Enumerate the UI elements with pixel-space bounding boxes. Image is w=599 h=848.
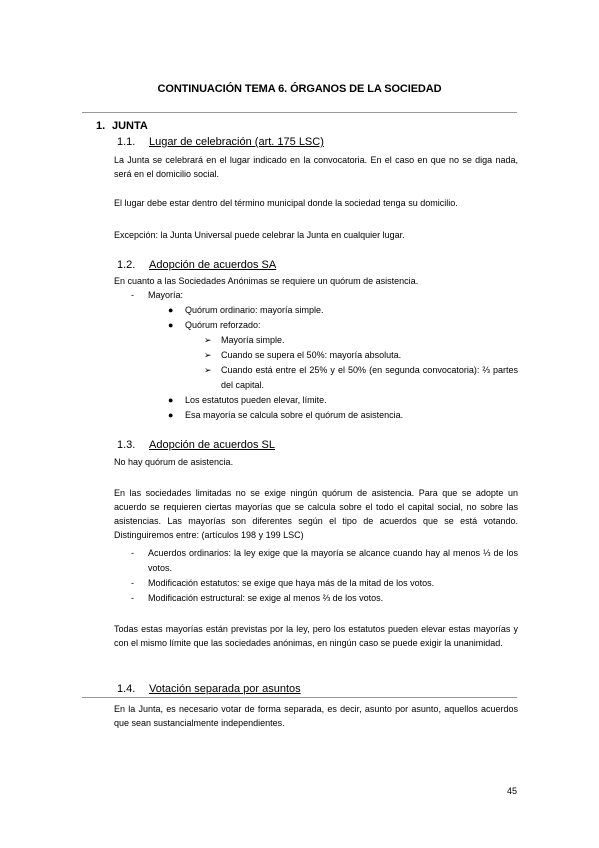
- arrow-marker: ➢: [204, 365, 212, 375]
- subsection-title: Adopción de acuerdos SA: [149, 259, 277, 271]
- subsection-heading-1-2: [117, 259, 276, 271]
- list-item-segunda-convocatoria: Cuando está entre el 25% y el 50% (en segunda convocatoria): ⅔ partes del capital.: [221, 365, 518, 390]
- document-title: CONTINUACIÓN TEMA 6. ÓRGANOS DE LA SOCIEDAD: [157, 83, 442, 95]
- bullet-marker: ●: [168, 305, 174, 315]
- subsection-title: Votación separada por asuntos: [149, 683, 301, 695]
- paragraph-sl-2: En las sociedades limitadas no se exige ningún quórum de asistencia. Para que se adopte un acuerdo se requieren ciertas mayorías que se calcula sobre el todo el capital social, no sobre las asistencias. Las mayorías son diferentes según el tipo de acuerdos que se está votando. Distinguiremos entre: (artículos 198 y 199 LSC): [114, 488, 518, 540]
- paragraph-lugar-3: Excepción: la Junta Universal puede celebrar la Junta en cualquier lugar.: [114, 230, 405, 240]
- list-item-estatutos: Los estatutos pueden elevar, límite.: [185, 395, 327, 405]
- subsection-number: 1.4.: [117, 683, 136, 695]
- paragraph-votacion: En la Junta, es necesario votar de forma separada, es decir, asunto por asunto, aquellos acuerdos que sean sustancialmente independientes.: [114, 704, 518, 728]
- list-item-modificacion-estructural: Modificación estructural: se exige al menos ⅔ de los votos.: [148, 593, 384, 603]
- arrow-marker: ➢: [204, 335, 212, 345]
- list-item-modificacion-estatutos: Modificación estatutos: se exige que haya más de la mitad de los votos.: [148, 578, 435, 588]
- paragraph-sa-intro: En cuanto a las Sociedades Anónimas se requiere un quórum de asistencia.: [114, 276, 419, 286]
- paragraph-lugar-1: La Junta se celebrará en el lugar indicado en la convocatoria. En el caso en que no se diga nada, será en el domicilio social.: [114, 155, 518, 179]
- paragraph-sl-1: No hay quórum de asistencia.: [114, 457, 234, 467]
- section-title: JUNTA: [112, 120, 148, 132]
- list-item-acuerdos-ordinarios: Acuerdos ordinarios: la ley exige que la mayoría se alcance cuando hay al menos ⅓ de los votos.: [148, 548, 518, 573]
- paragraph-sl-3: Todas estas mayorías están previstas por la ley, pero los estatutos pueden elevar estas mayorías y con el mismo límite que las sociedades anónimas, en ningún caso se puede exigir la unanimidad.: [114, 624, 518, 648]
- bullet-marker: ●: [168, 410, 174, 420]
- section-divider: [82, 697, 517, 698]
- subsection-number: 1.3.: [117, 439, 136, 451]
- section-heading-junta: [96, 120, 148, 132]
- list-item-mayoria: Mayoría:: [148, 290, 184, 300]
- section-number: 1.: [96, 120, 106, 132]
- bullet-marker: ●: [168, 395, 174, 405]
- paragraph-lugar-2: El lugar debe estar dentro del término municipal donde la sociedad tenga su domicilio.: [114, 198, 458, 208]
- arrow-marker: ➢: [204, 350, 212, 360]
- list-item-quorum-ordinario: Quórum ordinario: mayoría simple.: [185, 305, 324, 315]
- list-item-calculo-mayoria: Esa mayoría se calcula sobre el quórum de asistencia.: [185, 410, 404, 420]
- bullet-marker: ●: [168, 320, 174, 330]
- subsection-number: 1.1.: [117, 136, 136, 148]
- subsection-heading-1-1: [117, 136, 324, 148]
- subsection-title: Adopción de acuerdos SL: [149, 439, 275, 451]
- subsection-number: 1.2.: [117, 259, 136, 271]
- list-item-mayoria-simple: Mayoría simple.: [221, 335, 285, 345]
- subsection-heading-1-4: [117, 683, 301, 695]
- list-item-mayoria-absoluta: Cuando se supera el 50%: mayoría absoluta.: [221, 350, 402, 360]
- dash-marker: -: [131, 593, 134, 603]
- list-item-quorum-reforzado: Quórum reforzado:: [185, 320, 261, 330]
- title-divider: [82, 112, 517, 113]
- dash-marker: -: [131, 290, 134, 300]
- subsection-heading-1-3: [117, 439, 275, 451]
- dash-marker: -: [131, 548, 134, 558]
- dash-marker: -: [131, 578, 134, 588]
- page-number: 45: [507, 786, 518, 796]
- subsection-title: Lugar de celebración (art. 175 LSC): [149, 136, 324, 148]
